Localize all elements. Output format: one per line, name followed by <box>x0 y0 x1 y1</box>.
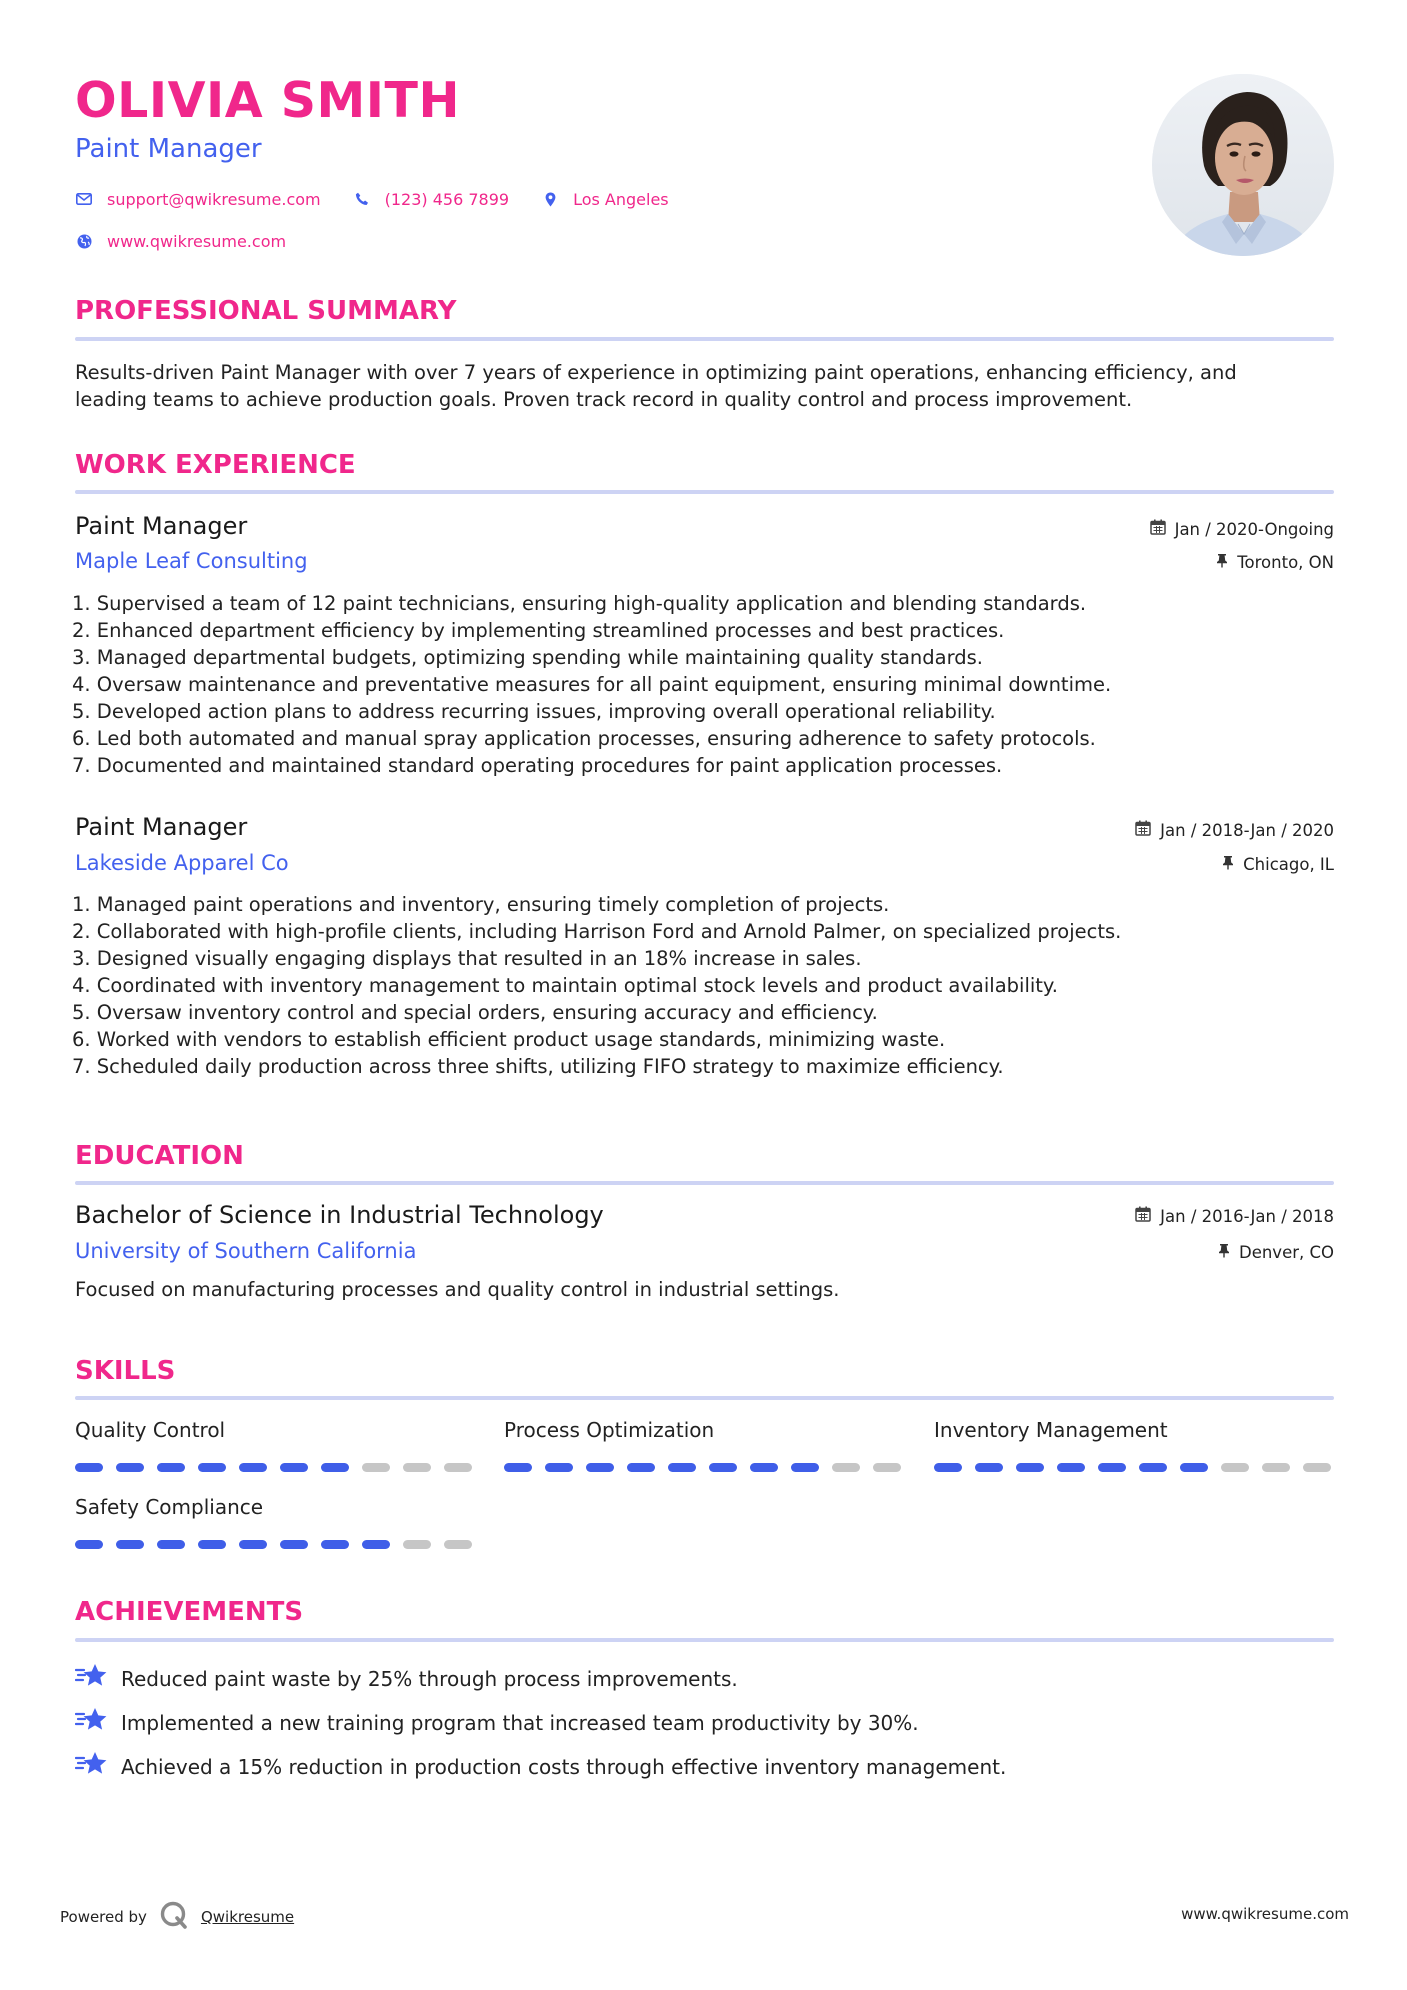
job-dates-text: Jan / 2018-Jan / 2020 <box>1160 820 1334 840</box>
education-location-text: Denver, CO <box>1238 1243 1334 1262</box>
skill-dash-filled <box>157 1540 185 1549</box>
skill-dash-filled <box>75 1540 103 1549</box>
summary-text <box>75 359 1340 413</box>
skill-level-bar <box>75 1463 472 1472</box>
skill-dash-filled <box>116 1540 144 1549</box>
skill-dash-empty <box>362 1463 390 1472</box>
skill-item <box>75 1418 475 1442</box>
skill-dash-filled <box>280 1540 308 1549</box>
list-item: 2. Enhanced department efficiency by implementing streamlined processes and best practices. <box>72 619 1005 642</box>
skills-heading: SKILLS <box>75 1356 176 1386</box>
skill-dash-filled <box>791 1463 819 1472</box>
pushpin-icon <box>1222 855 1234 874</box>
list-item: 3. Managed departmental budgets, optimizing spending while maintaining quality standards. <box>72 646 983 669</box>
list-item: 1. Supervised a team of 12 paint technicians, ensuring high-quality application and blending standards. <box>72 592 1087 615</box>
education-heading: EDUCATION <box>75 1141 244 1171</box>
skill-dash-filled <box>668 1463 696 1472</box>
job-title: Paint Manager <box>75 813 248 841</box>
skill-dash-empty <box>444 1463 472 1472</box>
job-dates <box>1150 519 1334 539</box>
skill-dash-empty <box>1262 1463 1290 1472</box>
job-bullets <box>72 891 1342 1080</box>
list-item: 5. Oversaw inventory control and special orders, ensuring accuracy and efficiency. <box>72 1001 878 1024</box>
section-divider <box>75 1181 1334 1185</box>
skill-dash-filled <box>321 1540 349 1549</box>
summary-line: leading teams to achieve production goals. Proven track record in quality control and process improvement. <box>75 388 1133 411</box>
job-dates <box>1135 820 1334 840</box>
summary-heading: PROFESSIONAL SUMMARY <box>75 296 457 326</box>
education-description: Focused on manufacturing processes and quality control in industrial settings. <box>75 1278 840 1301</box>
skill-dash-empty <box>403 1463 431 1472</box>
list-item: 7. Scheduled daily production across three shifts, utilizing FIFO strategy to maximize efficiency. <box>72 1055 1004 1078</box>
achievement-text: Implemented a new training program that increased team productivity by 30%. <box>121 1710 919 1735</box>
skill-dash-filled <box>1057 1463 1085 1472</box>
skill-item <box>75 1495 475 1519</box>
pushpin-icon <box>1216 553 1228 572</box>
list-item: 1. Managed paint operations and inventory, ensuring timely completion of projects. <box>72 893 890 916</box>
qwikresume-link[interactable]: Qwikresume <box>200 1908 295 1926</box>
skill-dash-filled <box>1139 1463 1167 1472</box>
skill-dash-filled <box>157 1463 185 1472</box>
skill-name: Inventory Management <box>934 1418 1168 1442</box>
skill-dash-filled <box>362 1540 390 1549</box>
skill-dash-empty <box>444 1540 472 1549</box>
skill-name: Process Optimization <box>504 1418 715 1442</box>
job-bullets <box>72 590 1342 779</box>
qwikresume-logo-icon <box>159 1900 189 1934</box>
skill-dash-empty <box>403 1540 431 1549</box>
list-item: 7. Documented and maintained standard operating procedures for paint application processes. <box>72 754 1003 777</box>
job-location-text: Toronto, ON <box>1237 553 1334 572</box>
achievements-heading: ACHIEVEMENTS <box>75 1597 304 1627</box>
skill-dash-filled <box>750 1463 778 1472</box>
education-dates-text: Jan / 2016-Jan / 2018 <box>1160 1206 1334 1226</box>
list-item: 6. Worked with vendors to establish efficient product usage standards, minimizing waste. <box>72 1028 946 1051</box>
achievement-text: Achieved a 15% reduction in production costs through effective inventory management. <box>121 1754 1007 1779</box>
school-name: University of Southern California <box>75 1239 417 1263</box>
star-icon <box>75 1750 109 1783</box>
company-name: Maple Leaf Consulting <box>75 549 308 573</box>
job-dates-text: Jan / 2020-Ongoing <box>1174 519 1334 539</box>
star-icon <box>75 1706 109 1739</box>
degree-title: Bachelor of Science in Industrial Technology <box>75 1201 604 1229</box>
skill-dash-filled <box>116 1463 144 1472</box>
contact-website[interactable] <box>75 232 286 251</box>
list-item: 4. Oversaw maintenance and preventative measures for all paint equipment, ensuring minimal downtime. <box>72 673 1112 696</box>
skill-dash-filled <box>975 1463 1003 1472</box>
section-divider <box>75 1396 1334 1400</box>
contact-row <box>75 187 691 211</box>
contact-location <box>541 190 669 209</box>
calendar-icon <box>1135 1206 1151 1226</box>
footer-powered-by <box>60 1900 294 1934</box>
job-title: Paint Manager <box>75 512 248 540</box>
skill-dash-filled <box>504 1463 532 1472</box>
skill-name: Quality Control <box>75 1418 226 1442</box>
skill-dash-filled <box>709 1463 737 1472</box>
candidate-name: OLIVIA SMITH <box>75 72 460 129</box>
phone-text[interactable]: (123) 456 7899 <box>384 189 510 209</box>
job-location <box>1216 553 1334 572</box>
skill-dash-filled <box>198 1540 226 1549</box>
list-item: 5. Developed action plans to address recurring issues, improving overall operational reliability. <box>72 700 996 723</box>
candidate-title: Paint Manager <box>75 134 262 164</box>
list-item: 3. Designed visually engaging displays that resulted in an 18% increase in sales. <box>72 947 862 970</box>
contact-row-website <box>75 229 308 253</box>
location-text: Los Angeles <box>573 189 669 209</box>
skill-dash-empty <box>1303 1463 1331 1472</box>
skill-level-bar <box>504 1463 901 1472</box>
footer-url[interactable]: www.qwikresume.com <box>1181 1905 1349 1923</box>
skill-dash-filled <box>1098 1463 1126 1472</box>
company-name: Lakeside Apparel Co <box>75 851 289 875</box>
job-location <box>1222 855 1334 874</box>
education-dates <box>1135 1206 1334 1226</box>
contact-phone[interactable] <box>353 190 509 209</box>
star-icon <box>75 1662 109 1695</box>
skill-item <box>504 1418 904 1442</box>
envelope-icon <box>75 190 93 208</box>
skill-dash-filled <box>934 1463 962 1472</box>
skill-dash-empty <box>832 1463 860 1472</box>
section-divider <box>75 337 1334 341</box>
section-divider <box>75 1638 1334 1642</box>
job-location-text: Chicago, IL <box>1243 855 1334 874</box>
calendar-icon <box>1150 519 1166 539</box>
skill-name: Safety Compliance <box>75 1495 264 1519</box>
skill-dash-filled <box>239 1540 267 1549</box>
skill-item <box>934 1418 1334 1442</box>
section-divider <box>75 490 1334 494</box>
summary-line: Results-driven Paint Manager with over 7 years of experience in optimizing paint operations, enhancing efficiency, and <box>75 361 1237 384</box>
pushpin-icon <box>1218 1243 1230 1262</box>
skill-dash-filled <box>545 1463 573 1472</box>
achievement-item <box>75 1750 1006 1783</box>
skill-dash-filled <box>198 1463 226 1472</box>
website-text[interactable]: www.qwikresume.com <box>107 231 287 251</box>
list-item: 4. Coordinated with inventory management to maintain optimal stock levels and product availability. <box>72 974 1058 997</box>
list-item: 2. Collaborated with high-profile clients, including Harrison Ford and Arnold Palmer, on specialized projects. <box>72 920 1122 943</box>
skill-dash-filled <box>1180 1463 1208 1472</box>
achievement-text: Reduced paint waste by 25% through process improvements. <box>121 1666 738 1691</box>
contact-email[interactable] <box>75 190 321 209</box>
skill-level-bar <box>934 1463 1331 1472</box>
skill-dash-filled <box>586 1463 614 1472</box>
phone-icon <box>353 190 371 208</box>
email-text[interactable]: support@qwikresume.com <box>107 189 321 209</box>
calendar-icon <box>1135 820 1151 840</box>
achievement-item <box>75 1706 919 1739</box>
skill-dash-filled <box>239 1463 267 1472</box>
achievement-item <box>75 1662 738 1695</box>
profile-photo <box>1152 74 1334 256</box>
list-item: 6. Led both automated and manual spray application processes, ensuring adherence to safety protocols. <box>72 727 1096 750</box>
skill-dash-filled <box>321 1463 349 1472</box>
skill-dash-filled <box>627 1463 655 1472</box>
experience-heading: WORK EXPERIENCE <box>75 450 356 480</box>
skill-level-bar <box>75 1540 472 1549</box>
skill-dash-filled <box>280 1463 308 1472</box>
skill-dash-filled <box>75 1463 103 1472</box>
skill-dash-empty <box>1221 1463 1249 1472</box>
powered-by-text: Powered by <box>60 1908 147 1926</box>
map-pin-icon <box>541 190 559 208</box>
education-location <box>1218 1243 1334 1262</box>
skill-dash-filled <box>1016 1463 1044 1472</box>
skill-dash-empty <box>873 1463 901 1472</box>
globe-icon <box>75 232 93 250</box>
